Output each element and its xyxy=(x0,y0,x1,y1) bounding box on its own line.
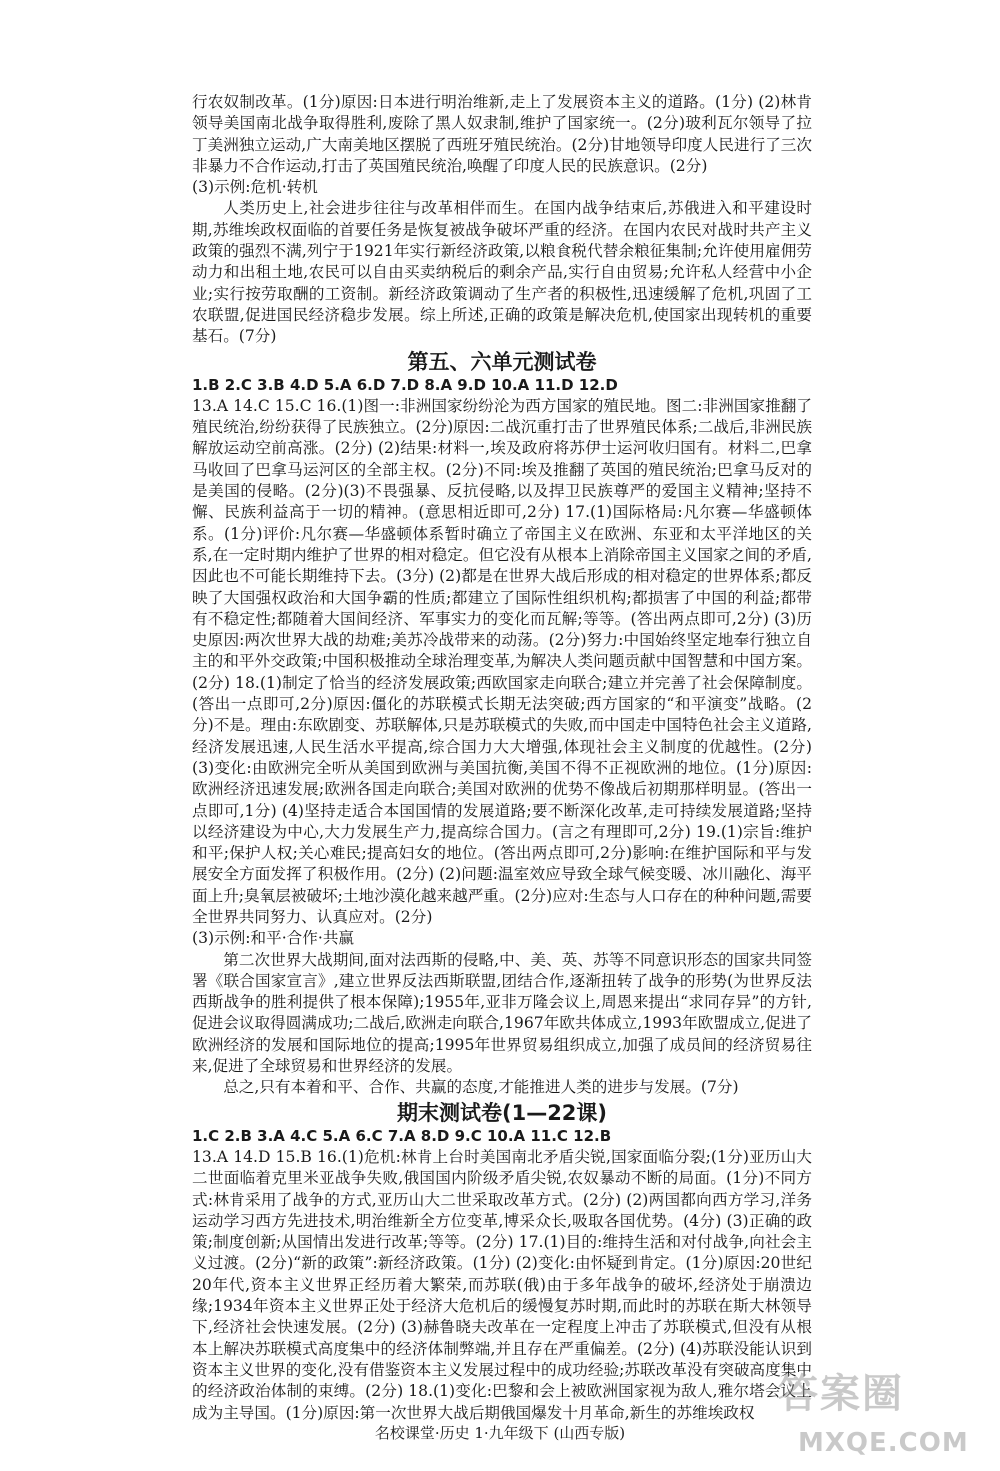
answer-page xyxy=(192,92,812,1424)
paragraph: 人类历史上,社会进步往往与改革相伴而生。在国内战争结束后,苏俄进入和平建设时期,苏维埃政权面临的首要任务是恢复被战争破坏严重的经济。在国内农民对战时共产主义政策的强烈不满,列宁于1921年实行新经济政策,以粮食税代替余粮征集制;允许使用雇佣劳动力和出租土地,农民可以自由买卖纳税后的剩余产品,实行自由贸易;允许私人经营中小企业;实行按劳取酬的工资制。新经济政策调动了生产者的积极性,迅速缓解了危机,巩固了工农联盟,促进国民经济稳步发展。综上所述,正确的政策是解决危机,使国家出现转机的重要基石。(7分) xyxy=(192,199,812,346)
paragraph: (3)示例:危机·转机 xyxy=(192,178,318,197)
paragraph: 13.A 14.C 15.C 16.(1)图一:非洲国家纷纷沦为西方国家的殖民地。图二:非洲国家推翻了殖民统治,纷纷获得了民族独立。(2分)原因:二战沉重打击了世界殖民体系;二战后,非洲民族解放运动空前高涨。(2分) (2)结果:材料一,埃及政府将苏伊士运河收归国有。材料二,巴拿马收回了巴拿马运河区的全部主权。(2分)不同:埃及推翻了英国的殖民统治;巴拿马反对的是美国的侵略。(2分)(3)不畏强暴、反抗侵略,以及捍卫民族尊严的爱国主义精神;坚持不懈、民族利益高于一切的精神。(意思相近即可,2分) 17.(1)国际格局:凡尔赛—华盛顿体系。(1分)评价:凡尔赛—华盛顿体系暂时确立了帝国主义在欧洲、东亚和太平洋地区的关系,在一定时期内维护了世界的相对稳定。但它没有从根本上消除帝国主义国家之间的矛盾,因此也不可能长期维持下去。(3分) (2)都是在世界大战后形成的相对稳定的世界体系;都反映了大国强权政治和大国争霸的性质;都建立了国际性组织机构;都损害了中国的利益;都带有不稳定性;都随着大国间经济、军事实力的变化而瓦解;等等。(答出两点即可,2分) (3)历史原因:两次世界大战的劫难;美苏冷战带来的动荡。(2分)努力:中国始终坚定地奉行独立自主的和平外交政策;中国积极推动全球治理变革,为解决人类问题贡献中国智慧和中国方案。(2分) 18.(1)制定了恰当的经济发展政策;西欧国家走向联合;建立并完善了社会保障制度。(答出一点即可,2分)原因:僵化的苏联模式长期无法突破;西方国家的“和平演变”战略。(2分)不是。理由:东欧剧变、苏联解体,只是苏联模式的失败,而中国走中国特色社会主义道路,经济发展迅速,人民生活水平提高,综合国力大大增强,体现社会主义制度的优越性。(2分) (3)变化:由欧洲完全听从美国到欧洲与美国抗衡,美国不得不正视欧洲的地位。(1分)原因:欧洲经济迅速发展;欧洲各国走向联合;美国对欧洲的优势不像战后初期那样明显。(答出一点即可,1分) (4)坚持走适合本国国情的发展道路;要不断深化改革,走可持续发展道路;坚持以经济建设为中心,大力发展生产力,提高综合国力。(言之有理即可,2分) 19.(1)宗旨:维护和平;保护人权;关心难民;提高妇女的地位。(答出两点即可,2分)影响:在维护国际和平与发展安全方面发挥了积极作用。(2分) (2)问题:温室效应导致全球气候变暖、冰川融化、海平面上升;臭氧层被破坏;土地沙漠化越来越严重。(2分)应对:生态与人口存在的种种问题,需要全世界共同努力、认真应对。(2分) xyxy=(192,396,812,926)
watermark-logo-text: 答案圈 xyxy=(778,1371,904,1417)
answer-key-line: 1.B 2.C 3.B 4.D 5.A 6.D 7.D 8.A 9.D 10.A 11.D 12.D xyxy=(192,375,618,394)
paragraph: 第二次世界大战期间,面对法西斯的侵略,中、美、英、苏等不同意识形态的国家共同签署《联合国家宣言》,建立世界反法西斯联盟,团结合作,逐渐扭转了战争的形势(为世界反法西斯战争的胜利提供了根本保障);1955年,亚非万隆会议上,周恩来提出“求同存异”的方针,促进会议取得圆满成功;二战后,欧洲走向联合,1967年欧共体成立,1993年欧盟成立,促进了欧洲经济的发展和国际地位的提高;1995年世界贸易组织成立,加强了成员间的经济贸易往来,促进了全球贸易和世界经济的发展。 xyxy=(192,950,812,1076)
paragraph: (3)示例:和平·合作·共赢 xyxy=(192,929,355,948)
watermark-logo xyxy=(778,1362,978,1462)
section-title: 第五、六单元测试卷 xyxy=(407,349,597,374)
paragraph: 总之,只有本着和平、合作、共赢的态度,才能推进人类的进步与发展。(7分) xyxy=(223,1078,739,1097)
paragraph: 行农奴制改革。(1分)原因:日本进行明治维新,走上了发展资本主义的道路。(1分) (2)林肯领导美国南北战争取得胜利,废除了黑人奴隶制,维护了国家统一。(2分)玻利瓦尔领导了拉丁美洲独立运动,广大南美地区摆脱了西班牙殖民统治。(2分)甘地领导印度人民进行了三次非暴力不合作运动,打击了英国殖民统治,唤醒了印度人民的民族意识。(2分) xyxy=(192,93,812,175)
answer-key-line: 1.C 2.B 3.A 4.C 5.A 6.C 7.A 8.D 9.C 10.A 11.C 12.B xyxy=(192,1126,612,1145)
paragraph: 13.A 14.D 15.B 16.(1)危机:林肯上台时美国南北矛盾尖锐,国家面临分裂;(1分)亚历山大二世面临着克里米亚战争失败,俄国国内阶级矛盾尖锐,农奴暴动不断的局面。(1分)不同方式:林肯采用了战争的方式,亚历山大二世采取改革方式。(2分) (2)两国都向西方学习,洋务运动学习西方先进技术,明治维新全方位变革,博采众长,吸取各国优势。(4分) (3)正确的政策;制度创新;从国情出发进行改革;等等。(2分) 17.(1)目的:维持生活和对付战争,向社会主义过渡。(2分)“新的政策”:新经济政策。(1分) (2)变化:由怀疑到肯定。(1分)原因:20世纪20年代,资本主义世界正经历着大繁荣,而苏联(俄)由于多年战争的破坏,经济处于崩溃边缘;1934年资本主义世界正处于经济大危机后的缓慢复苏时期,而此时的苏联在斯大林领导下,经济社会快速发展。(2分) (3)赫鲁晓夫改革在一定程度上冲击了苏联模式,但没有从根本上解决苏联模式高度集中的经济体制弊端,并且存在严重偏差。(2分) (4)苏联没能认识到资本主义世界的变化,没有借鉴资本主义发展过程中的成功经验;苏联改革没有突破高度集中的经济政治体制的束缚。(2分) 18.(1)变化:巴黎和会上被欧洲国家视为敌人,雅尔塔会议上成为主导国。(1分)原因:第一次世界大战后期俄国爆发十月革命,新生的苏维埃政权 xyxy=(192,1147,812,1422)
section-title: 期末测试卷(1—22课) xyxy=(396,1100,608,1125)
watermark-url: MXQE.COM xyxy=(798,1428,969,1458)
page-footer: 名校课堂·历史 1·九年级下 (山西专版) xyxy=(374,1424,626,1442)
